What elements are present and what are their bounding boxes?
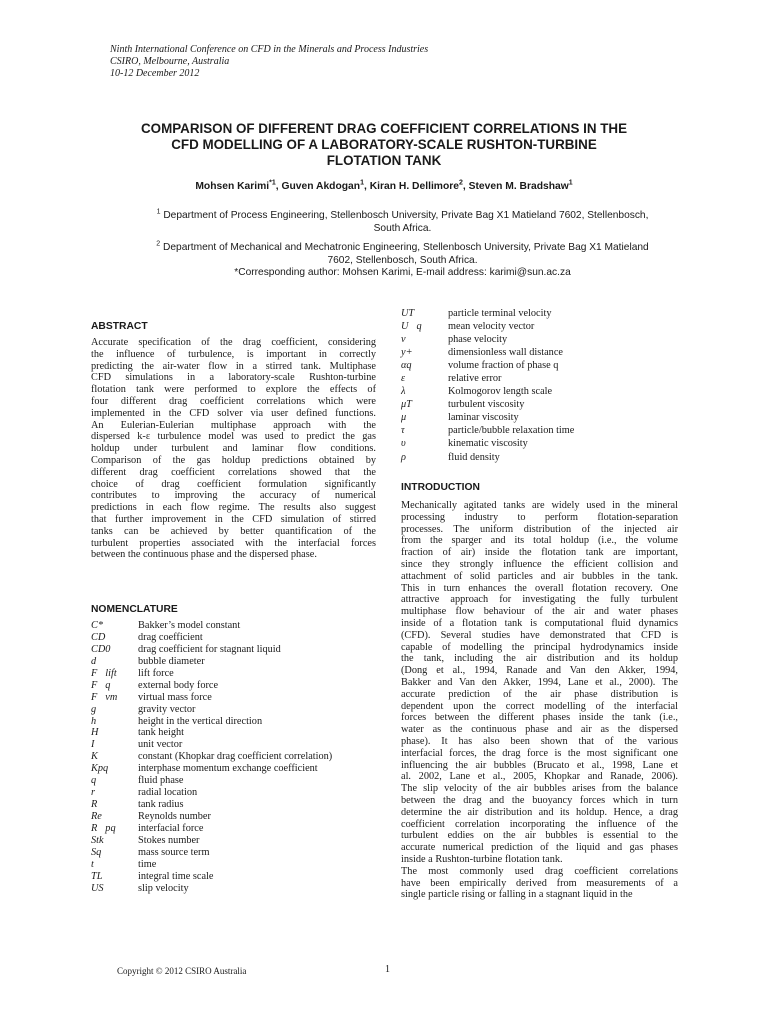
- nomenclature-symbol: F⃗q: [91, 679, 111, 691]
- nomenclature-row: [401, 399, 681, 412]
- nomenclature-symbol: F⃗lift: [91, 667, 117, 679]
- nomenclature-row: [91, 811, 371, 823]
- text-line: from the sparger and its total holdup (i.e., the volume: [401, 535, 678, 547]
- nomenclature-row: [91, 704, 371, 716]
- title-line: FLOTATION TANK: [326, 153, 442, 168]
- text-line: influencing the air bubbles (Brucato et al., 1998, Lane et: [401, 759, 678, 771]
- nomenclature-symbol: K: [91, 751, 98, 763]
- author-separator: ,: [363, 181, 370, 192]
- nomenclature-symbol: US: [91, 882, 104, 894]
- text-line: An Eulerian-Eulerian multiphase approach with the: [91, 419, 376, 431]
- text-line: The slip velocity of the air bubbles arises from the balance: [401, 783, 678, 795]
- nomenclature-definition: mean velocity vector: [448, 321, 535, 333]
- nomenclature-definition: fluid density: [448, 451, 500, 463]
- nomenclature-symbol: I: [91, 739, 95, 751]
- nomenclature-definition: Bakker’s model constant: [138, 620, 241, 631]
- nomenclature-definition: Reynolds number: [138, 811, 211, 822]
- nomenclature-definition: tank radius: [138, 799, 184, 811]
- nomenclature-row: [91, 644, 371, 656]
- nomenclature-definition: relative error: [448, 373, 502, 385]
- nomenclature-list: [91, 620, 371, 895]
- text-line: (Dong et al., 1994, Ranade and Van den Akker, 1994,: [401, 665, 678, 677]
- nomenclature-row: [401, 321, 681, 334]
- nomenclature-heading: NOMENCLATURE: [91, 604, 178, 615]
- text-line: tanks can be achieved by better quantification of the: [91, 525, 376, 537]
- nomenclature-symbol: ε: [401, 373, 406, 385]
- nomenclature-row: [401, 412, 681, 425]
- introduction-heading: INTRODUCTION: [401, 482, 480, 493]
- text-line: determine the air distribution and its holdup. Hence, a drag: [401, 806, 678, 818]
- text-line: contributes to improving the accuracy of numerical: [91, 490, 376, 502]
- nomenclature-definition: unit vector: [138, 739, 183, 751]
- text-line: coefficient correlation incorporating the influence of the: [401, 818, 678, 830]
- nomenclature-row: [91, 727, 371, 739]
- nomenclature-definition: particle terminal velocity: [448, 308, 552, 319]
- nomenclature-row: [91, 716, 371, 728]
- text-line: implemented in the CFD solver via user defined functions.: [91, 407, 376, 419]
- text-line: the tank, including the air distribution and its holdup: [401, 653, 678, 665]
- conference-header: [110, 44, 428, 80]
- text-line: interfacial forces, the drag force is the most significant one: [401, 747, 678, 759]
- nomenclature-definition: bubble diameter: [138, 655, 205, 667]
- affiliation-2: [110, 242, 695, 280]
- nomenclature-row: [91, 835, 371, 847]
- nomenclature-row: [91, 620, 371, 632]
- author-name: Steven M. Bradshaw: [468, 181, 569, 192]
- text-line: since they strongly influence the efficient collision and: [401, 558, 678, 570]
- text-line: accurate prediction of the air phase distribution is: [401, 688, 678, 700]
- nomenclature-row: [401, 425, 681, 438]
- text-line: (CFD). Several studies have demonstrated that CFD is: [401, 629, 678, 641]
- nomenclature-definition: lift force: [138, 667, 174, 679]
- text-line: flotation tank were performed to explore the effects of: [91, 384, 376, 396]
- text-line: accurate numerical prediction of the liquid and gas phases: [401, 842, 678, 854]
- corresponding-author: *Corresponding author: Mohsen Karimi, E-mail address: karimi@sun.ac.za: [234, 267, 571, 278]
- nomenclature-symbol: U⃗q: [401, 321, 422, 333]
- nomenclature-symbol: t: [91, 858, 94, 870]
- nomenclature-symbol: d: [91, 655, 97, 667]
- conference-location: CSIRO, Melbourne, Australia: [110, 56, 230, 67]
- nomenclature-row: [91, 787, 371, 799]
- nomenclature-symbol: h: [91, 715, 97, 727]
- page-number: 1: [385, 964, 390, 975]
- nomenclature-symbol: υ: [401, 438, 406, 450]
- nomenclature-symbol: F⃗vm: [91, 691, 118, 703]
- text-line: capable of modelling the principal hydrodynamics inside: [401, 641, 678, 653]
- title-line: COMPARISON OF DIFFERENT DRAG COEFFICIENT CORRELATIONS IN THE: [140, 121, 628, 136]
- nomenclature-row: [91, 632, 371, 644]
- nomenclature-definition: kinematic viscosity: [448, 438, 528, 450]
- nomenclature-definition: constant (Khopkar drag coefficient correlation): [138, 751, 333, 763]
- text-line: predicting the air-water flow in a stirred tank. Multiphase: [91, 360, 376, 372]
- conference-dates: 10-12 December 2012: [110, 68, 200, 79]
- text-line: turbulent properties associated with the interfacial forces: [91, 537, 376, 549]
- text-line: attractive approach for investigating the fully turbulent: [401, 594, 678, 606]
- nomenclature-row: [91, 680, 371, 692]
- nomenclature-symbol: H: [91, 727, 99, 739]
- author-affiliation-mark: 2: [458, 179, 463, 187]
- nomenclature-row: [401, 347, 681, 360]
- nomenclature-symbol: CD: [91, 631, 106, 643]
- affiliation-mark: 1: [156, 208, 161, 216]
- nomenclature-symbol: CD0: [91, 643, 111, 655]
- nomenclature-row: [401, 360, 681, 373]
- affiliation-text: Department of Process Engineering, Stellenbosch University, Private Bag X1 Matieland 7602, Stellenbosch,: [163, 210, 649, 221]
- text-line: the influence of turbulence, is important in correctly: [91, 348, 376, 360]
- nomenclature-symbol: UT: [401, 308, 415, 319]
- nomenclature-row: [91, 775, 371, 787]
- text-line: inside of a flotation tank is computational fluid dynamics: [401, 617, 678, 629]
- nomenclature-symbol: Stk: [91, 834, 104, 846]
- author-separator: ,: [462, 181, 469, 192]
- nomenclature-symbol: g⃗: [91, 703, 105, 715]
- text-line: predictions in each flow regime. The results also suggest: [91, 502, 376, 514]
- text-line: Bakker and Van den Akker, 1994, Lane et al., 2000). The: [401, 676, 678, 688]
- nomenclature-definition: particle/bubble relaxation time: [448, 425, 575, 437]
- text-line: dependent upon the correct modelling of the interfacial: [401, 700, 678, 712]
- text-line: fraction of air) inside the flotation tank are important,: [401, 547, 678, 559]
- nomenclature-definition: integral time scale: [138, 870, 214, 882]
- nomenclature-definition: fluid phase: [138, 775, 184, 787]
- text-line: different drag coefficient correlations showed that the: [91, 466, 376, 478]
- nomenclature-definition: virtual mass force: [138, 691, 212, 703]
- text-line: attachment of solid particles and air bubbles in the tank.: [401, 570, 678, 582]
- nomenclature-definition: dimensionless wall distance: [448, 347, 563, 359]
- text-line: forces between the different phases inside the tank (i.e.,: [401, 712, 678, 724]
- text-line: that further improvement in the CFD simulation of stirred: [91, 513, 376, 525]
- author-affiliation-mark: 1: [568, 179, 573, 187]
- author-name: Kiran H. Dellimore: [369, 181, 459, 192]
- nomenclature-row: [91, 859, 371, 871]
- nomenclature-symbol: Kpq: [91, 763, 109, 775]
- nomenclature-row: [91, 656, 371, 668]
- nomenclature-definition: Stokes number: [138, 834, 200, 846]
- nomenclature-symbol: y+: [401, 347, 413, 359]
- nomenclature-row: [91, 739, 371, 751]
- author-affiliation-mark: 1: [360, 179, 364, 187]
- nomenclature-symbol: R⃗pq: [91, 822, 116, 834]
- text-line: al. 2002, Lane et al., 2005, Khopkar and Ranade, 2006).: [401, 771, 678, 783]
- affiliation-text: 7602, Stellenbosch, South Africa.: [327, 254, 478, 266]
- nomenclature-definition: laminar viscosity: [448, 412, 519, 424]
- nomenclature-definition: phase velocity: [448, 334, 508, 346]
- text-line: single particle rising or falling in a stagnant liquid in the: [401, 889, 633, 901]
- text-line: water as the continuous phase and air as the dispersed: [401, 724, 678, 736]
- nomenclature-symbol: τ: [401, 425, 405, 437]
- text-line: between the continuous phase and the dispersed phase.: [91, 549, 317, 561]
- text-line: Mechanically agitated tanks are widely used in the mineral: [401, 500, 678, 511]
- affiliation-mark: 2: [156, 240, 161, 248]
- nomenclature-definition: interphase momentum exchange coefficient: [138, 763, 318, 775]
- copyright-notice: Copyright © 2012 CSIRO Australia: [117, 966, 247, 976]
- title-line: CFD MODELLING OF A LABORATORY-SCALE RUSHTON-TURBINE: [171, 137, 597, 152]
- nomenclature-definition: turbulent viscosity: [448, 399, 525, 411]
- nomenclature-symbol: Sq: [91, 846, 102, 858]
- nomenclature-symbol: μT: [401, 399, 412, 411]
- nomenclature-symbol: r: [91, 787, 96, 799]
- abstract-heading: ABSTRACT: [91, 321, 148, 332]
- nomenclature-definition: gravity vector: [138, 703, 196, 715]
- nomenclature-symbol: C*: [91, 620, 104, 631]
- nomenclature-definition: volume fraction of phase q: [448, 360, 559, 372]
- conference-name: Ninth International Conference on CFD in the Minerals and Process Industries: [110, 44, 429, 55]
- nomenclature-row: [401, 334, 681, 347]
- text-line: between the drag and the buoyancy forces which in turn: [401, 794, 678, 806]
- text-line: The most commonly used drag coefficient correlations: [401, 865, 678, 877]
- introduction-body: [401, 500, 678, 901]
- nomenclature-list-continued: [401, 308, 681, 465]
- nomenclature-symbol: v⃗: [401, 334, 414, 346]
- nomenclature-definition: mass source term: [138, 846, 210, 858]
- nomenclature-symbol: Re: [91, 811, 102, 822]
- nomenclature-definition: external body force: [138, 679, 219, 691]
- nomenclature-definition: height in the vertical direction: [138, 715, 263, 727]
- nomenclature-row: [91, 847, 371, 859]
- nomenclature-row: [91, 871, 371, 883]
- nomenclature-definition: Kolmogorov length scale: [448, 386, 553, 398]
- text-line: holdup under turbulent and laminar flow conditions.: [91, 443, 376, 455]
- paper-title: [100, 121, 668, 169]
- nomenclature-row: [91, 823, 371, 835]
- nomenclature-row: [91, 692, 371, 704]
- nomenclature-symbol: μ: [401, 412, 407, 424]
- nomenclature-definition: interfacial force: [138, 822, 204, 834]
- nomenclature-definition: time: [138, 858, 157, 870]
- affiliation-text: Department of Mechanical and Mechatronic Engineering, Stellenbosch University, Private Bag X1 Matieland: [163, 242, 649, 253]
- nomenclature-row: [91, 751, 371, 763]
- abstract-body: [91, 337, 376, 561]
- nomenclature-row: [401, 452, 681, 465]
- nomenclature-row: [401, 308, 681, 321]
- text-line: choice of drag coefficient formulation significantly: [91, 478, 376, 490]
- text-line: inside a Rushton-turbine flotation tank.: [401, 853, 563, 865]
- nomenclature-row: [91, 883, 371, 895]
- affiliation-1: [110, 210, 695, 235]
- text-line: processes. The uniform distribution of the injected air: [401, 523, 678, 535]
- nomenclature-symbol: λ: [401, 386, 406, 398]
- nomenclature-row: [91, 763, 371, 775]
- nomenclature-row: [91, 668, 371, 680]
- author-name: Guven Akdogan: [281, 181, 361, 192]
- author-name: Mohsen Karimi: [195, 181, 270, 192]
- author-affiliation-mark: *1: [269, 179, 276, 187]
- text-line: processing industry to perform flotation-separation: [401, 511, 678, 523]
- nomenclature-definition: drag coefficient: [138, 631, 203, 643]
- author-separator: ,: [275, 181, 282, 192]
- nomenclature-symbol: TL: [91, 870, 103, 882]
- text-line: Accurate specification of the drag coefficient, considering: [91, 337, 376, 348]
- nomenclature-symbol: αq: [401, 360, 412, 372]
- nomenclature-symbol: R: [91, 799, 98, 811]
- nomenclature-row: [401, 386, 681, 399]
- nomenclature-row: [91, 799, 371, 811]
- nomenclature-symbol: ρ: [401, 451, 406, 463]
- affiliation-text: South Africa.: [373, 222, 432, 234]
- text-line: turbulent eddies on the air bubbles is essential to the: [401, 830, 678, 842]
- text-line: phase). It has also been shown that of the various: [401, 735, 678, 747]
- text-line: four different drag coefficient correlations which were: [91, 395, 376, 407]
- nomenclature-definition: drag coefficient for stagnant liquid: [138, 643, 281, 655]
- nomenclature-row: [401, 438, 681, 451]
- text-line: multiphase flow behaviour of the air and water phases: [401, 606, 678, 618]
- text-line: dispersed k-ε turbulence model was used to predict the gas: [91, 431, 376, 443]
- text-line: This in turn enhances the overall flotation recovery. One: [401, 582, 678, 594]
- text-line: Comparison of the gas holdup predictions obtained by: [91, 454, 376, 466]
- nomenclature-definition: radial location: [138, 787, 198, 799]
- text-line: have been empirically derived from measurements of a: [401, 877, 678, 889]
- text-line: CFD simulations in a laboratory-scale Rushton-turbine: [91, 372, 376, 384]
- author-list: [60, 180, 708, 193]
- nomenclature-definition: slip velocity: [138, 882, 189, 894]
- nomenclature-definition: tank height: [138, 727, 185, 739]
- nomenclature-row: [401, 373, 681, 386]
- nomenclature-symbol: q: [91, 775, 97, 787]
